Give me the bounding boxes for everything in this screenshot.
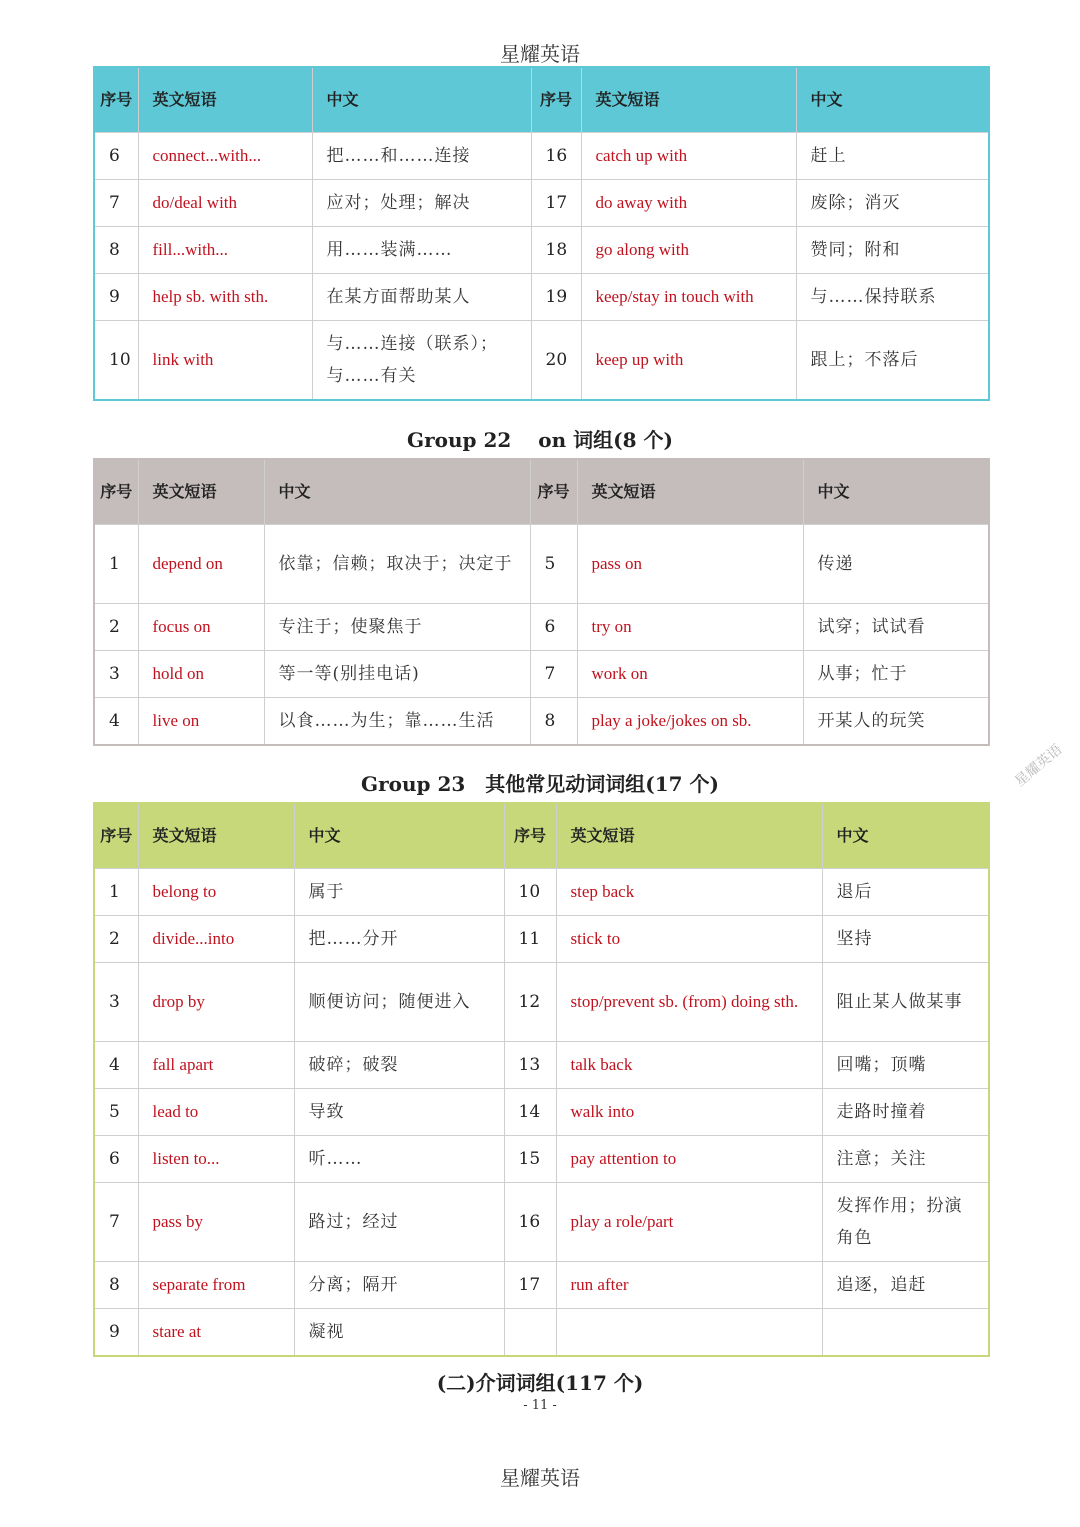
table-row [94, 133, 989, 180]
phrase-cn: 开某人的玩笑 [803, 698, 989, 746]
phrase-en: talk back [556, 1042, 822, 1089]
phrase-cn: 阻止某人做某事 [822, 963, 989, 1042]
group23-title: Group 23 其他常见动词词组(17 个) [361, 772, 719, 796]
header-meaning: 中文 [312, 67, 531, 133]
row-number: 13 [504, 1042, 556, 1089]
row-number: 6 [94, 1136, 138, 1183]
row-number: 1 [94, 525, 138, 604]
phrase-cn: 路过；经过 [294, 1183, 504, 1262]
phrase-cn: 赶上 [796, 133, 989, 180]
brand-header: 星耀英语 [500, 42, 580, 66]
phrase-cn: 依靠；信赖；取决于；决定于 [264, 525, 530, 604]
table-group21-part [93, 66, 990, 401]
row-number: 5 [94, 1089, 138, 1136]
phrase-en: help sb. with sth. [138, 274, 312, 321]
row-number: 17 [531, 180, 581, 227]
row-number: 14 [504, 1089, 556, 1136]
phrase-en: stick to [556, 916, 822, 963]
row-number: 9 [94, 274, 138, 321]
phrase-cn: 用……装满…… [312, 227, 531, 274]
table-row [94, 525, 989, 604]
header-seq: 序号 [94, 67, 138, 133]
header-meaning: 中文 [796, 67, 989, 133]
phrase-cn: 试穿；试试看 [803, 604, 989, 651]
row-number: 2 [94, 916, 138, 963]
phrase-cn: 专注于；使聚焦于 [264, 604, 530, 651]
table-row [94, 1183, 989, 1262]
phrase-cn: 退后 [822, 869, 989, 916]
table-row [94, 963, 989, 1042]
header-meaning: 中文 [803, 459, 989, 525]
phrase-cn: 等一等(别挂电话) [264, 651, 530, 698]
phrase-en: keep up with [581, 321, 796, 401]
phrase-en: focus on [138, 604, 264, 651]
section-title: (二)介词词组(117 个) [436, 1371, 644, 1395]
table-row [94, 1089, 989, 1136]
row-number: 4 [94, 1042, 138, 1089]
phrase-cn: 与……连接（联系）；与……有关 [312, 321, 531, 401]
phrase-en: hold on [138, 651, 264, 698]
phrase-en: pass on [577, 525, 803, 604]
phrase-cn: 在某方面帮助某人 [312, 274, 531, 321]
table-row [94, 651, 989, 698]
row-number: 3 [94, 651, 138, 698]
row-number: 12 [504, 963, 556, 1042]
phrase-en [556, 1309, 822, 1357]
watermark: 星耀英语 [1012, 741, 1066, 790]
phrase-cn: 跟上；不落后 [796, 321, 989, 401]
table-group22 [93, 458, 990, 746]
phrase-cn: 走路时撞着 [822, 1089, 989, 1136]
header-seq: 序号 [531, 67, 581, 133]
row-number: 5 [530, 525, 577, 604]
phrase-cn: 把……分开 [294, 916, 504, 963]
table-row [94, 321, 989, 401]
phrase-cn: 听…… [294, 1136, 504, 1183]
phrase-en: keep/stay in touch with [581, 274, 796, 321]
table-row [94, 869, 989, 916]
header-meaning: 中文 [264, 459, 530, 525]
phrase-cn: 应对；处理；解决 [312, 180, 531, 227]
phrase-en: step back [556, 869, 822, 916]
phrase-en: fall apart [138, 1042, 294, 1089]
table-row [94, 1042, 989, 1089]
phrase-en: fill...with... [138, 227, 312, 274]
row-number: 19 [531, 274, 581, 321]
phrase-en: stop/prevent sb. (from) doing sth. [556, 963, 822, 1042]
header-phrase: 英文短语 [138, 67, 312, 133]
row-number: 8 [94, 1262, 138, 1309]
phrase-en: play a role/part [556, 1183, 822, 1262]
row-number: 16 [531, 133, 581, 180]
header-phrase: 英文短语 [577, 459, 803, 525]
phrase-en: link with [138, 321, 312, 401]
phrase-cn: 属于 [294, 869, 504, 916]
phrase-en: walk into [556, 1089, 822, 1136]
phrase-cn: 传递 [803, 525, 989, 604]
phrase-en: play a joke/jokes on sb. [577, 698, 803, 746]
phrase-cn: 把……和……连接 [312, 133, 531, 180]
table-group23 [93, 802, 990, 1357]
table-row [94, 227, 989, 274]
phrase-cn: 赞同；附和 [796, 227, 989, 274]
table-row [94, 180, 989, 227]
phrase-cn: 与……保持联系 [796, 274, 989, 321]
row-number: 17 [504, 1262, 556, 1309]
phrase-en: do away with [581, 180, 796, 227]
phrase-cn: 以食……为生；靠……生活 [264, 698, 530, 746]
phrase-cn: 注意；关注 [822, 1136, 989, 1183]
phrase-en: pass by [138, 1183, 294, 1262]
header-phrase: 英文短语 [581, 67, 796, 133]
header-phrase: 英文短语 [556, 803, 822, 869]
table-row [94, 698, 989, 746]
brand-footer: 星耀英语 [500, 1466, 580, 1490]
row-number: 2 [94, 604, 138, 651]
header-seq: 序号 [94, 459, 138, 525]
header-phrase: 英文短语 [138, 459, 264, 525]
row-number: 6 [530, 604, 577, 651]
phrase-cn: 凝视 [294, 1309, 504, 1357]
phrase-en: live on [138, 698, 264, 746]
row-number: 16 [504, 1183, 556, 1262]
phrase-en: catch up with [581, 133, 796, 180]
phrase-cn: 顺便访问；随便进入 [294, 963, 504, 1042]
phrase-cn: 坚持 [822, 916, 989, 963]
group22-title: Group 22 on 词组(8 个) [407, 428, 673, 452]
row-number: 9 [94, 1309, 138, 1357]
row-number: 10 [94, 321, 138, 401]
row-number: 15 [504, 1136, 556, 1183]
row-number: 3 [94, 963, 138, 1042]
row-number: 7 [94, 180, 138, 227]
row-number: 4 [94, 698, 138, 746]
header-seq: 序号 [530, 459, 577, 525]
row-number: 7 [530, 651, 577, 698]
table-row [94, 1136, 989, 1183]
phrase-cn: 追逐，追赶 [822, 1262, 989, 1309]
row-number [504, 1309, 556, 1357]
header-phrase: 英文短语 [138, 803, 294, 869]
phrase-en: run after [556, 1262, 822, 1309]
phrase-cn: 分离；隔开 [294, 1262, 504, 1309]
phrase-en: pay attention to [556, 1136, 822, 1183]
table-row [94, 1309, 989, 1357]
row-number: 20 [531, 321, 581, 401]
phrase-en: listen to... [138, 1136, 294, 1183]
phrase-en: do/deal with [138, 180, 312, 227]
header-meaning: 中文 [822, 803, 989, 869]
phrase-en: lead to [138, 1089, 294, 1136]
table-row [94, 1262, 989, 1309]
phrase-cn: 发挥作用；扮演角色 [822, 1183, 989, 1262]
phrase-en: divide...into [138, 916, 294, 963]
row-number: 18 [531, 227, 581, 274]
phrase-cn: 废除；消灭 [796, 180, 989, 227]
table-row [94, 604, 989, 651]
header-seq: 序号 [94, 803, 138, 869]
phrase-cn: 回嘴；顶嘴 [822, 1042, 989, 1089]
phrase-en: go along with [581, 227, 796, 274]
table-row [94, 274, 989, 321]
phrase-en: separate from [138, 1262, 294, 1309]
header-meaning: 中文 [294, 803, 504, 869]
phrase-en: work on [577, 651, 803, 698]
phrase-en: depend on [138, 525, 264, 604]
phrase-en: connect...with... [138, 133, 312, 180]
phrase-en: drop by [138, 963, 294, 1042]
row-number: 8 [530, 698, 577, 746]
phrase-cn: 导致 [294, 1089, 504, 1136]
phrase-cn: 破碎；破裂 [294, 1042, 504, 1089]
row-number: 10 [504, 869, 556, 916]
header-seq: 序号 [504, 803, 556, 869]
phrase-cn [822, 1309, 989, 1357]
table-row [94, 916, 989, 963]
page-number: - 11 - [523, 1398, 557, 1413]
phrase-en: stare at [138, 1309, 294, 1357]
row-number: 11 [504, 916, 556, 963]
row-number: 8 [94, 227, 138, 274]
row-number: 7 [94, 1183, 138, 1262]
phrase-en: try on [577, 604, 803, 651]
row-number: 6 [94, 133, 138, 180]
phrase-en: belong to [138, 869, 294, 916]
row-number: 1 [94, 869, 138, 916]
phrase-cn: 从事；忙于 [803, 651, 989, 698]
